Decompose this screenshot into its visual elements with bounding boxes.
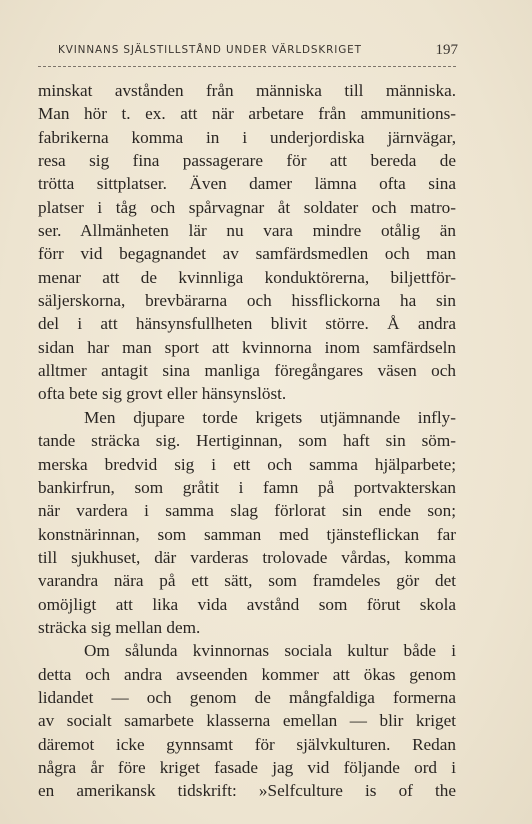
text-line: säljerskorna, brevbärarna och hissflickorna ha sin	[38, 291, 456, 311]
text-line: varandra nära på ett sätt, som framdeles gör det	[38, 571, 456, 591]
text-line: förr vid begagnandet av samfärdsmedlen och man	[38, 244, 456, 264]
text-line: fabrikerna komma in i underjordiska järnvägar,	[38, 127, 456, 147]
text-line: Om sålunda kvinnornas sociala kultur både i	[84, 641, 456, 661]
text-line: merska bredvid sig i ett och samma hjälparbete;	[38, 454, 456, 474]
text-line: menar att de kvinnliga konduktörerna, biljettför-	[38, 267, 456, 287]
text-line: av socialt samarbete klasserna emellan — blir kriget	[38, 711, 456, 731]
text-line: alltmer antagit sina manliga föregångares väsen och	[38, 361, 456, 381]
text-line: Man hör t. ex. att när arbetare från ammunitions-	[38, 104, 456, 124]
text-line: ser. Allmänheten lär nu vara mindre otålig än	[38, 221, 456, 241]
text-line: tande sträcka sig. Hertiginnan, som haft sin söm-	[38, 431, 456, 451]
text-line: några år före kriget fasade jag vid följande ord i	[38, 757, 456, 777]
text-line: till sjukhuset, där varderas trolovade vårdas, komma	[38, 547, 456, 567]
text-line: Men djupare torde krigets utjämnande infly-	[84, 407, 456, 427]
text-line: resa sig fina passagerare för att bereda de	[38, 151, 456, 171]
text-line: konstnärinnan, som samman med tjänsteflickan far	[38, 524, 456, 544]
text-line: sidan har man sport att kvinnorna inom samfärdseln	[38, 337, 456, 357]
text-line: en amerikansk tidskrift: »Selfculture is of the	[38, 781, 456, 801]
text-line: sträcka sig mellan dem.	[38, 617, 201, 637]
text-line: ofta bete sig grovt eller hänsynslöst.	[38, 384, 287, 404]
page-number: 197	[435, 42, 458, 58]
body-text	[38, 79, 456, 803]
text-line: minskat avstånden från människa till människa.	[38, 81, 456, 100]
header-rule	[38, 66, 456, 67]
text-line: del i att hänsynsfullheten blivit större. Å andra	[38, 314, 456, 334]
text-line: detta och andra avseenden kommer att ökas genom	[38, 664, 456, 684]
running-title: KVINNANS SJÄLSTILLSTÅND UNDER VÄRLDSKRIGET	[58, 44, 362, 56]
text-line: omöjligt att lika vida avstånd som förut skola	[38, 594, 456, 614]
text-line: lidandet — och genom de mångfaldiga formerna	[38, 687, 456, 707]
text-line: när vardera i samma slag förlorat sin ende son;	[38, 501, 456, 521]
running-head	[38, 44, 458, 60]
text-line: trötta sittplatser. Även damer lämna ofta sina	[38, 174, 456, 194]
text-line: platser i tåg och spårvagnar åt soldater och matro-	[38, 197, 456, 217]
text-line: bankirfrun, som gråtit i famn på portvakterskan	[38, 477, 456, 497]
text-line: däremot icke gynnsamt för självkulturen. Redan	[38, 734, 456, 754]
